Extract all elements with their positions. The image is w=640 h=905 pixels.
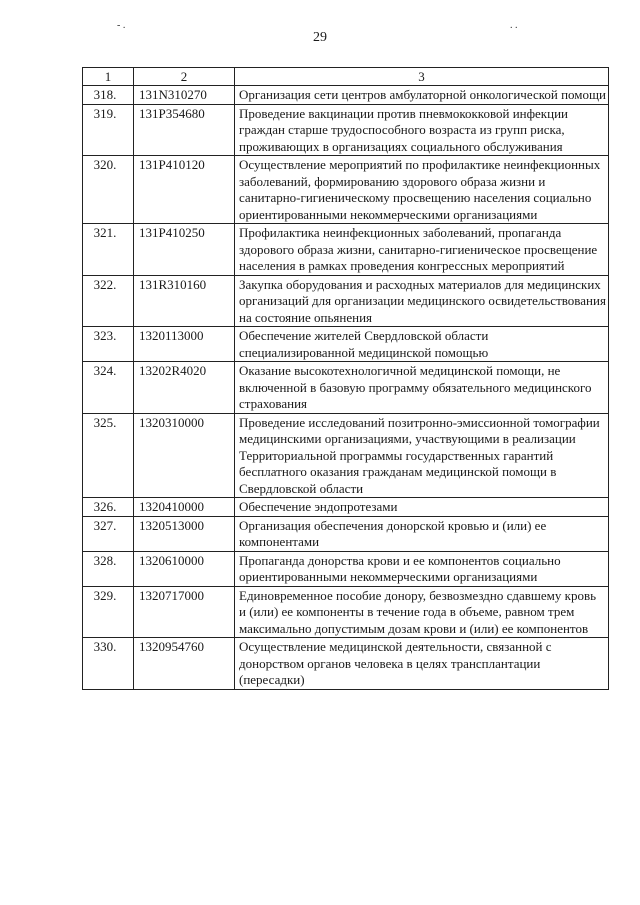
row-number: 321. [83,224,134,276]
row-number: 326. [83,498,134,517]
budget-codes-table [82,67,609,690]
row-description: Закупка оборудования и расходных материалов для медицинских организаций для организации медицинского освидетельствования на состояние опьянения [235,275,609,327]
row-description: Осуществление мероприятий по профилактике неинфекционных заболеваний, формированию здорового образа жизни и санитарно-гигиеническому просвещению населения социально ориентированными некоммерческими организациями [235,156,609,224]
column-header-description: 3 [235,68,609,86]
table-row [83,327,609,362]
row-code: 131P410250 [134,224,235,276]
table-row [83,551,609,586]
row-description: Профилактика неинфекционных заболеваний, пропаганда здорового образа жизни, санитарно-гигиеническое просвещение населения в рамках проведения конгрессных мероприятий [235,224,609,276]
row-description: Организация обеспечения донорской кровью и (или) ее компонентами [235,516,609,551]
table-row [83,362,609,414]
row-number: 330. [83,638,134,690]
row-description: Организация сети центров амбулаторной онкологической помощи [235,86,609,105]
row-number: 327. [83,516,134,551]
row-number: 322. [83,275,134,327]
row-code: 1320717000 [134,586,235,638]
row-code: 131P354680 [134,104,235,156]
table-row [83,638,609,690]
row-number: 323. [83,327,134,362]
row-number: 328. [83,551,134,586]
row-code: 131R310160 [134,275,235,327]
row-code: 131N310270 [134,86,235,105]
row-description: Осуществление медицинской деятельности, связанной с донорством органов человека в целях трансплантации (пересадки) [235,638,609,690]
row-number: 319. [83,104,134,156]
column-header-number: 1 [83,68,134,86]
table-row [83,498,609,517]
table-row [83,516,609,551]
scan-mark-right: . . [510,20,518,31]
row-code: 1320113000 [134,327,235,362]
scan-mark-left: - . [117,20,126,31]
row-code: 13202R4020 [134,362,235,414]
table-row [83,86,609,105]
row-code: 1320610000 [134,551,235,586]
row-description: Оказание высокотехнологичной медицинской помощи, не включенной в базовую программу обязательного медицинского страхования [235,362,609,414]
page-number: 29 [313,30,327,45]
row-description: Проведение исследований позитронно-эмиссионной томографии медицинскими организациями, участвующими в реализации Территориальной программы государственных гарантий бесплатного оказания гражданам медицинской помощи в Свердловской области [235,413,609,498]
table-row [83,224,609,276]
table-row [83,104,609,156]
table-row [83,275,609,327]
row-code: 1320410000 [134,498,235,517]
row-description: Обеспечение жителей Свердловской области специализированной медицинской помощью [235,327,609,362]
column-header-code: 2 [134,68,235,86]
row-number: 320. [83,156,134,224]
row-number: 325. [83,413,134,498]
row-description: Обеспечение эндопротезами [235,498,609,517]
row-code: 1320513000 [134,516,235,551]
table-row [83,586,609,638]
row-number: 329. [83,586,134,638]
table-row [83,413,609,498]
row-number: 318. [83,86,134,105]
table-header-row [83,68,609,86]
row-description: Проведение вакцинации против пневмококковой инфекции граждан старше трудоспособного возраста из групп риска, проживающих в организациях социального обслуживания [235,104,609,156]
row-code: 131P410120 [134,156,235,224]
row-code: 1320310000 [134,413,235,498]
table-row [83,156,609,224]
row-number: 324. [83,362,134,414]
row-description: Пропаганда донорства крови и ее компонентов социально ориентированными некоммерческими организациями [235,551,609,586]
row-code: 1320954760 [134,638,235,690]
row-description: Единовременное пособие донору, безвозмездно сдавшему кровь и (или) ее компоненты в течение года в объеме, равном трем максимально допустимым дозам крови и (или) ее компонентов [235,586,609,638]
